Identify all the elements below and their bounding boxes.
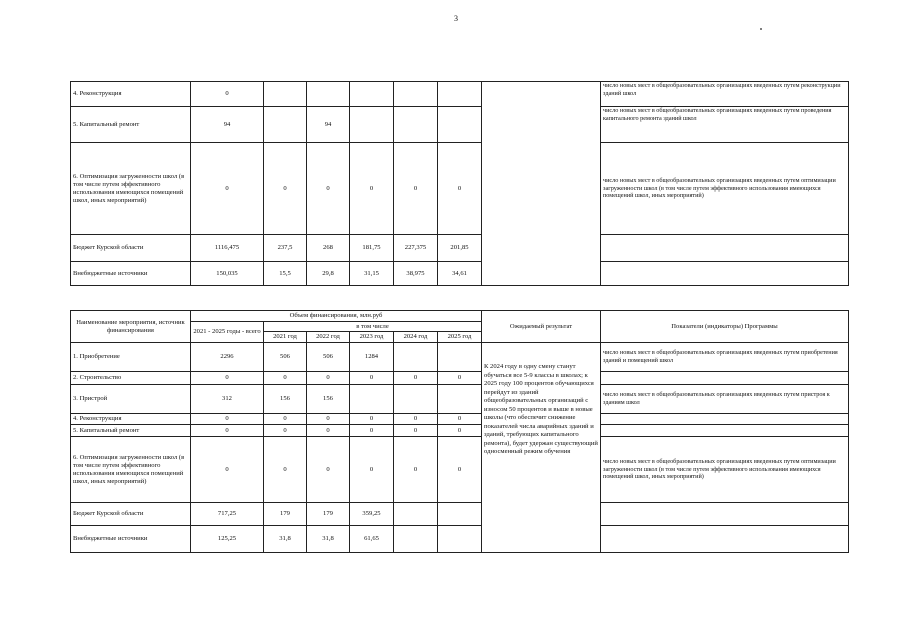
row-name: Внебюджетные источники <box>71 526 191 553</box>
y2021-cell: 0 <box>264 414 307 425</box>
indicator-cell: число новых мест в общеобразовательных организациях введенных путем проведения капитального ремонта зданий школ <box>601 107 849 143</box>
y2021-cell <box>264 107 307 143</box>
row-name: Бюджет Курской области <box>71 235 191 262</box>
y2023-cell: 31,15 <box>350 262 394 286</box>
y2025-cell: 0 <box>438 425 482 437</box>
total-cell: 150,035 <box>191 262 264 286</box>
header-name: Наименование мероприятия, источник финансирования <box>71 311 191 343</box>
row-name: 5. Капитальный ремонт <box>71 425 191 437</box>
y2024-cell <box>394 385 438 414</box>
y2021-cell <box>264 82 307 107</box>
header-y2025: 2025 год <box>438 332 482 343</box>
y2025-cell: 0 <box>438 414 482 425</box>
header-y2022: 2022 год <box>307 332 350 343</box>
row-name: 4. Реконструкция <box>71 414 191 425</box>
indicator-cell: число новых мест в общеобразовательных организациях введенных путем оптимизации загруженности школ (в том числе путем эффективного использования имеющихся помещений школ, иных мероприятий) <box>601 143 849 235</box>
header-row <box>71 311 849 322</box>
table-row <box>71 372 849 385</box>
row-name: 1. Приобретение <box>71 343 191 372</box>
total-cell: 2296 <box>191 343 264 372</box>
row-name: 5. Капитальный ремонт <box>71 107 191 143</box>
row-name: 3. Пристрой <box>71 385 191 414</box>
row-name: 4. Реконструкция <box>71 82 191 107</box>
header-y2021: 2021 год <box>264 332 307 343</box>
y2022-cell: 179 <box>307 503 350 526</box>
y2022-cell: 156 <box>307 385 350 414</box>
y2022-cell <box>307 82 350 107</box>
header-incl: в том числе <box>264 322 482 332</box>
y2022-cell: 268 <box>307 235 350 262</box>
y2023-cell <box>350 385 394 414</box>
total-cell: 94 <box>191 107 264 143</box>
indicator-cell: число новых мест в общеобразовательных организациях введенных путем реконструкции зданий школ <box>601 82 849 107</box>
y2022-cell: 29,8 <box>307 262 350 286</box>
row-name: 6. Оптимизация загруженности школ (в том числе путем эффективного использования имеющихся помещений школ, иных мероприятий) <box>71 143 191 235</box>
total-cell: 0 <box>191 372 264 385</box>
header-result: Ожидаемый результат <box>482 311 601 343</box>
y2023-cell: 0 <box>350 372 394 385</box>
row-name: Внебюджетные источники <box>71 262 191 286</box>
y2024-cell <box>394 107 438 143</box>
indicator-cell <box>601 372 849 385</box>
y2023-cell: 0 <box>350 437 394 503</box>
y2025-cell: 0 <box>438 372 482 385</box>
header-funding: Объем финансирования, млн.руб <box>191 311 482 322</box>
y2024-cell <box>394 343 438 372</box>
y2022-cell: 0 <box>307 143 350 235</box>
y2021-cell: 31,8 <box>264 526 307 553</box>
y2025-cell <box>438 82 482 107</box>
indicator-cell <box>601 526 849 553</box>
y2021-cell: 156 <box>264 385 307 414</box>
y2025-cell: 0 <box>438 437 482 503</box>
indicator-cell <box>601 262 849 286</box>
y2022-cell: 506 <box>307 343 350 372</box>
y2025-cell: 0 <box>438 143 482 235</box>
y2024-cell <box>394 82 438 107</box>
y2021-cell: 179 <box>264 503 307 526</box>
y2025-cell <box>438 503 482 526</box>
y2021-cell: 15,5 <box>264 262 307 286</box>
table-row <box>71 107 849 143</box>
total-cell: 0 <box>191 82 264 107</box>
y2025-cell: 34,61 <box>438 262 482 286</box>
table-row <box>71 82 849 107</box>
indicator-cell <box>601 425 849 437</box>
y2025-cell <box>438 385 482 414</box>
table-row <box>71 425 849 437</box>
y2025-cell <box>438 107 482 143</box>
indicator-cell: число новых мест в общеобразовательных организациях введенных путем пристроя к зданиям школ <box>601 385 849 414</box>
y2023-cell: 1284 <box>350 343 394 372</box>
y2023-cell: 0 <box>350 143 394 235</box>
indicator-cell: число новых мест в общеобразовательных организациях введенных путем приобретения зданий и помещений школ <box>601 343 849 372</box>
total-cell: 0 <box>191 437 264 503</box>
funding-table-continued <box>70 81 849 286</box>
y2024-cell: 0 <box>394 414 438 425</box>
table-row <box>71 143 849 235</box>
total-cell: 0 <box>191 143 264 235</box>
indicator-cell <box>601 503 849 526</box>
y2024-cell: 38,975 <box>394 262 438 286</box>
total-cell: 125,25 <box>191 526 264 553</box>
y2023-cell: 359,25 <box>350 503 394 526</box>
total-cell: 717,25 <box>191 503 264 526</box>
header-total: 2021 - 2025 годы - всего <box>191 322 264 343</box>
table-row <box>71 262 849 286</box>
table-row <box>71 343 849 372</box>
y2023-cell: 0 <box>350 414 394 425</box>
y2022-cell: 0 <box>307 414 350 425</box>
y2022-cell: 0 <box>307 372 350 385</box>
y2023-cell: 0 <box>350 425 394 437</box>
y2022-cell: 0 <box>307 425 350 437</box>
total-cell: 312 <box>191 385 264 414</box>
y2022-cell: 0 <box>307 437 350 503</box>
table-row <box>71 503 849 526</box>
expected-result: К 2024 году в одну смену станут обучаться все 5-9 классы в школах; к 2025 году 100 процентов обучающихся перейдут из зданий общеобразовательных организаций с износом 50 процентов и выше в новые школы (что обеспечит снижение показателей числа аварийных зданий и зданий, требующих капитального ремонта), будет удержан существующий односменный режим обучения <box>482 343 601 553</box>
table-row <box>71 385 849 414</box>
y2024-cell <box>394 503 438 526</box>
indicator-cell <box>601 414 849 425</box>
total-cell: 1116,475 <box>191 235 264 262</box>
page-number: 3 <box>454 14 458 23</box>
table-row <box>71 235 849 262</box>
indicator-cell: число новых мест в общеобразовательных организациях введенных путем оптимизации загруженности школ (в том числе путем эффективного использования имеющихся помещений школ, иных мероприятий) <box>601 437 849 503</box>
y2021-cell: 0 <box>264 143 307 235</box>
row-name: Бюджет Курской области <box>71 503 191 526</box>
header-indicator: Показатели (индикаторы) Программы <box>601 311 849 343</box>
y2024-cell: 0 <box>394 372 438 385</box>
y2023-cell <box>350 107 394 143</box>
header-y2024: 2024 год <box>394 332 438 343</box>
y2021-cell: 0 <box>264 437 307 503</box>
funding-table <box>70 310 849 553</box>
y2024-cell: 227,375 <box>394 235 438 262</box>
y2021-cell: 0 <box>264 425 307 437</box>
y2024-cell <box>394 526 438 553</box>
y2024-cell: 0 <box>394 143 438 235</box>
indicator-cell <box>601 235 849 262</box>
y2024-cell: 0 <box>394 425 438 437</box>
header-y2023: 2023 год <box>350 332 394 343</box>
row-name: 2. Строительство <box>71 372 191 385</box>
row-name: 6. Оптимизация загруженности школ (в том числе путем эффективного использования имеющихся помещений школ, иных мероприятий) <box>71 437 191 503</box>
result-cell <box>482 82 601 286</box>
total-cell: 0 <box>191 414 264 425</box>
y2022-cell: 31,8 <box>307 526 350 553</box>
y2025-cell <box>438 526 482 553</box>
y2021-cell: 237,5 <box>264 235 307 262</box>
y2021-cell: 506 <box>264 343 307 372</box>
total-cell: 0 <box>191 425 264 437</box>
scan-speck <box>760 28 762 30</box>
y2025-cell <box>438 343 482 372</box>
y2024-cell: 0 <box>394 437 438 503</box>
y2021-cell: 0 <box>264 372 307 385</box>
y2025-cell: 201,85 <box>438 235 482 262</box>
y2023-cell: 61,65 <box>350 526 394 553</box>
y2023-cell: 181,75 <box>350 235 394 262</box>
table-row <box>71 526 849 553</box>
table-row <box>71 414 849 425</box>
table-row <box>71 437 849 503</box>
y2023-cell <box>350 82 394 107</box>
y2022-cell: 94 <box>307 107 350 143</box>
